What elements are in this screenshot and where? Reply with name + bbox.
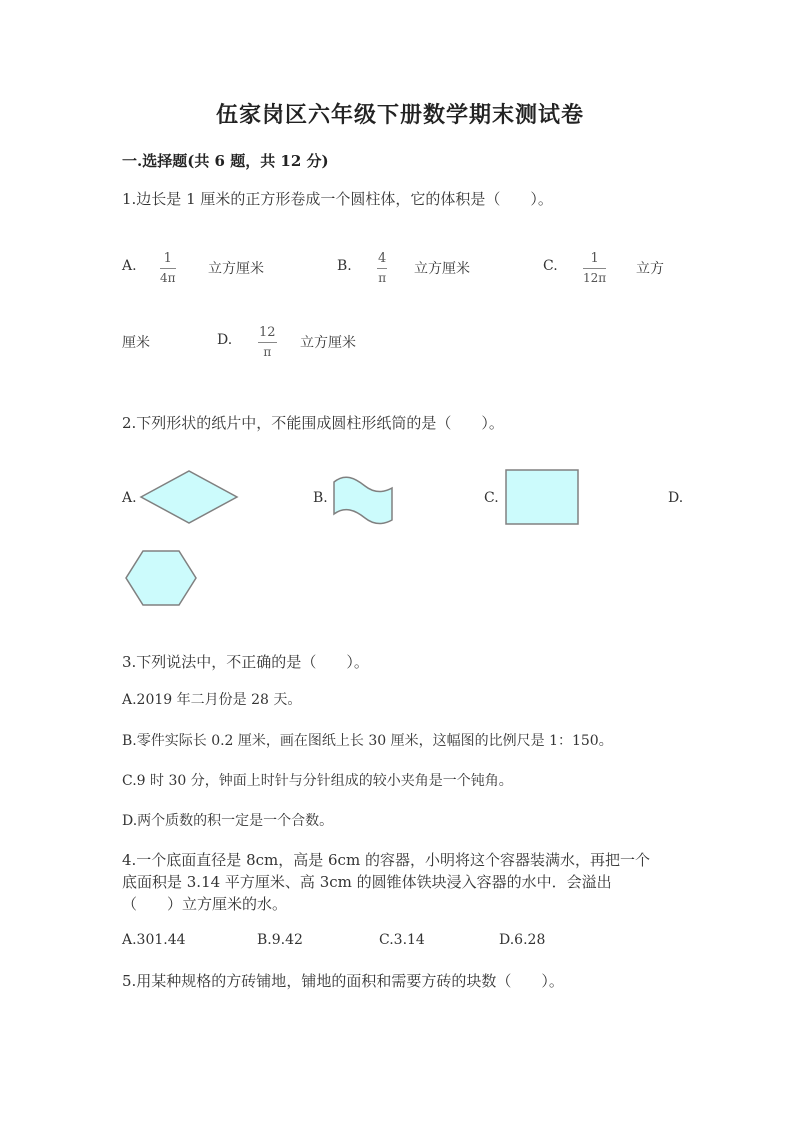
fraction-denominator: 12π — [583, 271, 607, 285]
q2-option-a-label: A. — [122, 490, 137, 506]
fraction-denominator: 4π — [160, 271, 176, 285]
rectangle-shape — [505, 469, 579, 525]
q1-option-b-unit: 立方厘米 — [414, 261, 470, 277]
q3-option-d: D.两个质数的积一定是一个合数。 — [122, 813, 334, 829]
fraction-numerator: 1 — [163, 251, 172, 266]
q2-option-b-label: B. — [313, 490, 328, 506]
page-title: 伍家岗区六年级下册数学期末测试卷 — [215, 102, 584, 128]
fraction-denominator: π — [263, 345, 272, 359]
question-4-line-2: 底面积是 3.14 平方厘米、高 3cm 的圆锥体铁块浸入容器的水中．会溢出 — [122, 873, 612, 891]
question-4-line-1: 4.一个底面直径是 8cm，高是 6cm 的容器，小明将这个容器装满水，再把一个 — [122, 851, 650, 869]
q4-option-c: C.3.14 — [379, 932, 425, 948]
question-4-line-3: （ ）立方厘米的水。 — [122, 895, 288, 913]
q1-option-a-fraction — [160, 252, 176, 284]
wavy-strip-shape — [331, 476, 395, 526]
q3-option-b: B.零件实际长 0.2 厘米，画在图纸上长 30 厘米，这幅图的比例尺是 1：150。 — [122, 733, 613, 749]
fraction-denominator: π — [378, 271, 387, 285]
q4-option-a: A.301.44 — [122, 932, 186, 948]
q2-option-c-label: C. — [484, 490, 499, 506]
q1-option-d-label: D. — [217, 332, 233, 348]
rhombus-shape — [139, 469, 239, 525]
q1-option-a-unit: 立方厘米 — [208, 261, 264, 277]
q1-option-c-unit-part1: 立方 — [636, 261, 664, 277]
q1-option-d-fraction — [258, 326, 277, 358]
q3-option-a: A.2019 年二月份是 28 天。 — [122, 692, 302, 708]
q4-option-d: D.6.28 — [499, 932, 546, 948]
q1-option-d-unit: 立方厘米 — [300, 335, 356, 351]
fraction-numerator: 4 — [378, 251, 387, 266]
question-5-text: 5.用某种规格的方砖铺地，铺地的面积和需要方砖的块数（ ）。 — [122, 972, 564, 990]
question-3-text: 3.下列说法中，不正确的是（ ）。 — [122, 653, 369, 671]
q1-option-c-fraction — [583, 252, 606, 284]
hexagon-shape — [123, 549, 199, 609]
q1-option-a-label: A. — [122, 258, 137, 274]
fraction-numerator: 12 — [259, 325, 276, 340]
q2-option-d-label: D. — [668, 490, 684, 506]
fraction-numerator: 1 — [590, 251, 599, 266]
question-2-text: 2.下列形状的纸片中，不能围成圆柱形纸筒的是（ ）。 — [122, 414, 504, 432]
q1-option-b-label: B. — [337, 258, 352, 274]
section-heading: 一.选择题(共 6 题，共 12 分) — [122, 152, 329, 170]
question-1-text: 1.边长是 1 厘米的正方形卷成一个圆柱体，它的体积是（ ）。 — [122, 190, 553, 208]
q1-option-c-label: C. — [543, 258, 558, 274]
q3-option-c: C.9 时 30 分，钟面上时针与分针组成的较小夹角是一个钝角。 — [122, 773, 513, 789]
q4-option-b: B.9.42 — [257, 932, 303, 948]
q1-option-b-fraction — [377, 252, 387, 284]
q1-option-c-unit-part2: 厘米 — [122, 335, 150, 351]
